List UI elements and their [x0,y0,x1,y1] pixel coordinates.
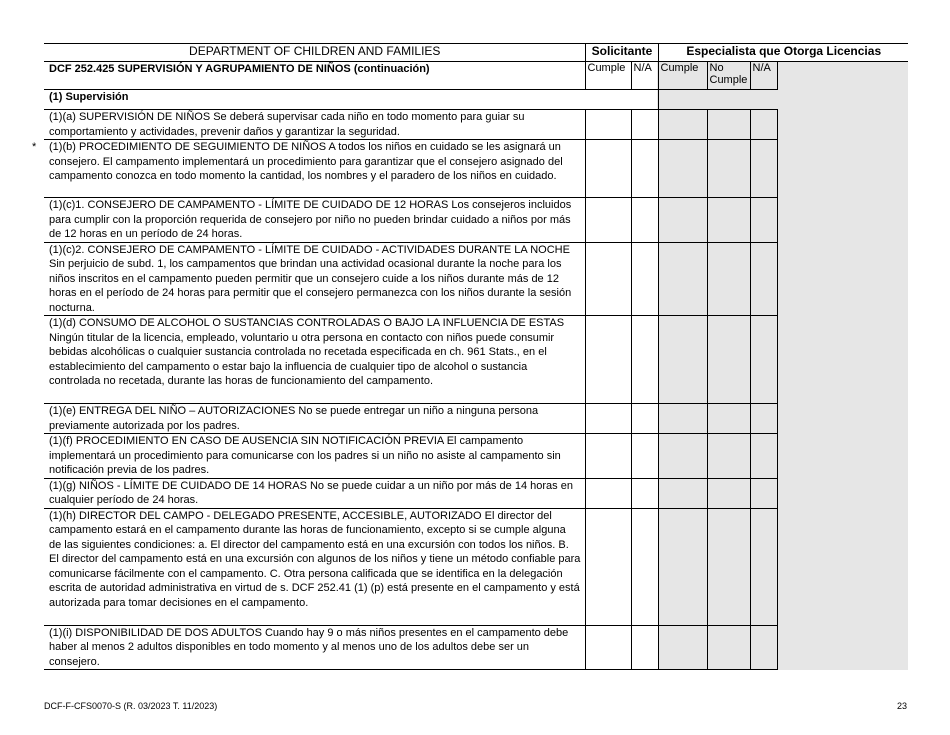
applicant-header: Solicitante [585,44,658,62]
applicant-na-box[interactable] [631,110,658,140]
specialist-no-cumple-box[interactable] [707,110,750,140]
applicant-cumple-box[interactable] [585,110,631,140]
applicant-cumple-box[interactable] [585,316,631,404]
specialist-cumple-box[interactable] [658,198,707,243]
requirement-text: (1)(e) ENTREGA DEL NIÑO – AUTORIZACIONES No se puede entregar un niño a ninguna persona previamente autorizada por los padres. [49,405,539,432]
requirement-row [44,434,908,479]
section-title: DCF 252.425 SUPERVISIÓN Y AGRUPAMIENTO DE NIÑOS (continuación) [44,62,585,90]
specialist-na-box[interactable] [750,198,777,243]
requirement-text: (1)(h) DIRECTOR DEL CAMPO - DELEGADO PRESENTE, ACCESIBLE, AUTORIZADO El director del campamento estará en el campamento durante las horas de funcionamiento, excepto si se cumple alguna de las siguientes condiciones: a. El director del campamento está en una excursión con todos los niños. B. El director del campamento está en una excursión con algunos de los niños y tiene un método confiable para comunicarse fácilmente con el campamento. C. Otra persona calificada que se identifica en la delegación escrita de autoridad administrativa en virtud de s. DCF 252.41 (1) (p) está presente en el campamento y está autorizada para tomar decisiones en el campamento. [49,509,581,609]
specialist-no-cumple-box[interactable] [707,508,750,625]
col-specialist-na: N/A [750,62,777,90]
requirement-text-cell [44,316,585,404]
requirement-row [44,198,908,243]
applicant-na-box[interactable] [631,625,658,670]
requirement-text-cell [44,508,585,625]
requirement-text-cell [44,198,585,243]
specialist-no-cumple-box[interactable] [707,404,750,434]
requirement-text-cell [44,434,585,479]
applicant-cumple-box[interactable] [585,198,631,243]
requirement-row [44,404,908,434]
specialist-no-cumple-box[interactable] [707,625,750,670]
specialist-na-box[interactable] [750,478,777,508]
col-applicant-na: N/A [631,62,658,90]
specialist-cumple-box[interactable] [658,404,707,434]
specialist-cumple-box[interactable] [658,242,707,316]
applicant-cumple-box[interactable] [585,434,631,479]
specialist-cumple-box[interactable] [658,478,707,508]
requirement-row [44,478,908,508]
specialist-na-box[interactable] [750,110,777,140]
specialist-na-box[interactable] [750,434,777,479]
requirement-text-cell [44,625,585,670]
applicant-cumple-box[interactable] [585,404,631,434]
specialist-no-cumple-box[interactable] [707,478,750,508]
col-specialist-no-cumple: No Cumple [707,62,750,90]
specialist-na-box[interactable] [750,625,777,670]
requirement-row [44,316,908,404]
applicant-cumple-box[interactable] [585,242,631,316]
applicant-cumple-box[interactable] [585,625,631,670]
requirement-text-cell [44,478,585,508]
specialist-na-box[interactable] [750,242,777,316]
requirement-row [44,242,908,316]
requirement-row [44,508,908,625]
header-row [44,44,908,62]
requirement-text-cell [32,140,585,198]
applicant-na-box[interactable] [631,316,658,404]
specialist-cumple-box[interactable] [658,508,707,625]
requirement-row [44,140,908,198]
applicant-cumple-box[interactable] [585,140,631,198]
specialist-no-cumple-box[interactable] [707,198,750,243]
requirement-text: (1)(d) CONSUMO DE ALCOHOL O SUSTANCIAS CONTROLADAS O BAJO LA INFLUENCIA DE ESTAS Ningún titular de la licencia, empleado, voluntario u otra persona en contacto con niños puede consumir bebidas alcohólicas o cualquier sustancia controlada no recetada especificada en ch. 961 Stats., en el establecimiento del campamento o estar bajo la influencia de cualquier tipo de alcohol o sustancia controlada no recetada, durante las horas de funcionamiento del campamento. [49,317,565,387]
requirement-text: (1)(f) PROCEDIMIENTO EN CASO DE AUSENCIA SIN NOTIFICACIÓN PREVIA El campamento implementará un procedimiento para comunicarse con los padres si un niño no asiste al campamento sin notificación previa de los padres. [49,435,561,476]
requirement-rows [32,110,908,670]
col-applicant-cumple: Cumple [585,62,631,90]
requirement-row [44,625,908,670]
requirement-text-cell [44,110,585,140]
specialist-na-box[interactable] [750,404,777,434]
specialist-cumple-box[interactable] [658,316,707,404]
specialist-na-box[interactable] [750,140,777,198]
requirement-text: (1)(a) SUPERVISIÓN DE NIÑOS Se deberá supervisar cada niño en todo momento para guiar su comportamiento y actividades, prevenir daños y garantizar la seguridad. [49,111,525,138]
requirement-text: (1)(c)1. CONSEJERO DE CAMPAMENTO - LÍMITE DE CUIDADO DE 12 HORAS Los consejeros incluidos para cumplir con la proporción requerida de consejero por niño no pueden brindar cuidado a niños por más de 12 horas en un período de 24 horas. [49,199,572,240]
page-number: 23 [896,701,907,711]
supervision-checklist-table [32,43,908,670]
requirement-text: (1)(c)2. CONSEJERO DE CAMPAMENTO - LÍMITE DE CUIDADO - ACTIVIDADES DURANTE LA NOCHE Sin perjuicio de subd. 1, los campamentos que brindan una actividad ocasional durante la noche para los niños inscritos en el campamento pueden permitir que un consejero cuide a los niños durante más de 12 horas en el período de 24 horas para permitir que el consejero permanezca con los niños durante la sesión nocturna. [49,243,572,314]
specialist-cumple-box[interactable] [658,110,707,140]
specialist-na-box[interactable] [750,316,777,404]
subsection-row [44,90,908,110]
department-title: DEPARTMENT OF CHILDREN AND FAMILIES [44,44,585,62]
specialist-cumple-box[interactable] [658,434,707,479]
form-id: DCF-F-CFS0070-S (R. 03/2023 T. 11/2023) [44,701,218,711]
section-row [44,62,908,90]
applicant-na-box[interactable] [631,242,658,316]
col-specialist-cumple: Cumple [658,62,707,90]
specialist-no-cumple-box[interactable] [707,140,750,198]
specialist-cumple-box[interactable] [658,140,707,198]
requirement-text-cell [44,404,585,434]
requirement-text-cell [44,242,585,316]
applicant-na-box[interactable] [631,508,658,625]
applicant-na-box[interactable] [631,140,658,198]
requirement-row [44,110,908,140]
specialist-no-cumple-box[interactable] [707,316,750,404]
specialist-no-cumple-box[interactable] [707,434,750,479]
applicant-na-box[interactable] [631,404,658,434]
specialist-cumple-box[interactable] [658,625,707,670]
specialist-na-box[interactable] [750,508,777,625]
requirement-text: (1)(i) DISPONIBILIDAD DE DOS ADULTOS Cuando hay 9 o más niños presentes en el campamento debe haber al menos 2 adultos disponibles en todo momento y al menos uno de los adultos debe ser un consejero. [49,626,569,668]
applicant-na-box[interactable] [631,198,658,243]
subsection-label: (1) Supervisión [44,90,658,110]
asterisk-marker: * [32,141,37,153]
requirement-text: (1)(g) NIÑOS - LÍMITE DE CUIDADO DE 14 HORAS No se puede cuidar a un niño por más de 14 horas en cualquier período de 24 horas. [49,479,573,506]
requirement-text: (1)(b) PROCEDIMIENTO DE SEGUIMIENTO DE NIÑOS A todos los niños en cuidado se les asignará un consejero. El campamento implementará un procedimiento para garantizar que el consejero asignado del campamento conozca en todo momento la cantidad, los nombres y el paradero de los niños en cuidado. [49,141,563,182]
specialist-header: Especialista que Otorga Licencias [658,44,908,62]
applicant-na-box[interactable] [631,434,658,479]
applicant-cumple-box[interactable] [585,478,631,508]
applicant-cumple-box[interactable] [585,508,631,625]
specialist-no-cumple-box[interactable] [707,242,750,316]
applicant-na-box[interactable] [631,478,658,508]
